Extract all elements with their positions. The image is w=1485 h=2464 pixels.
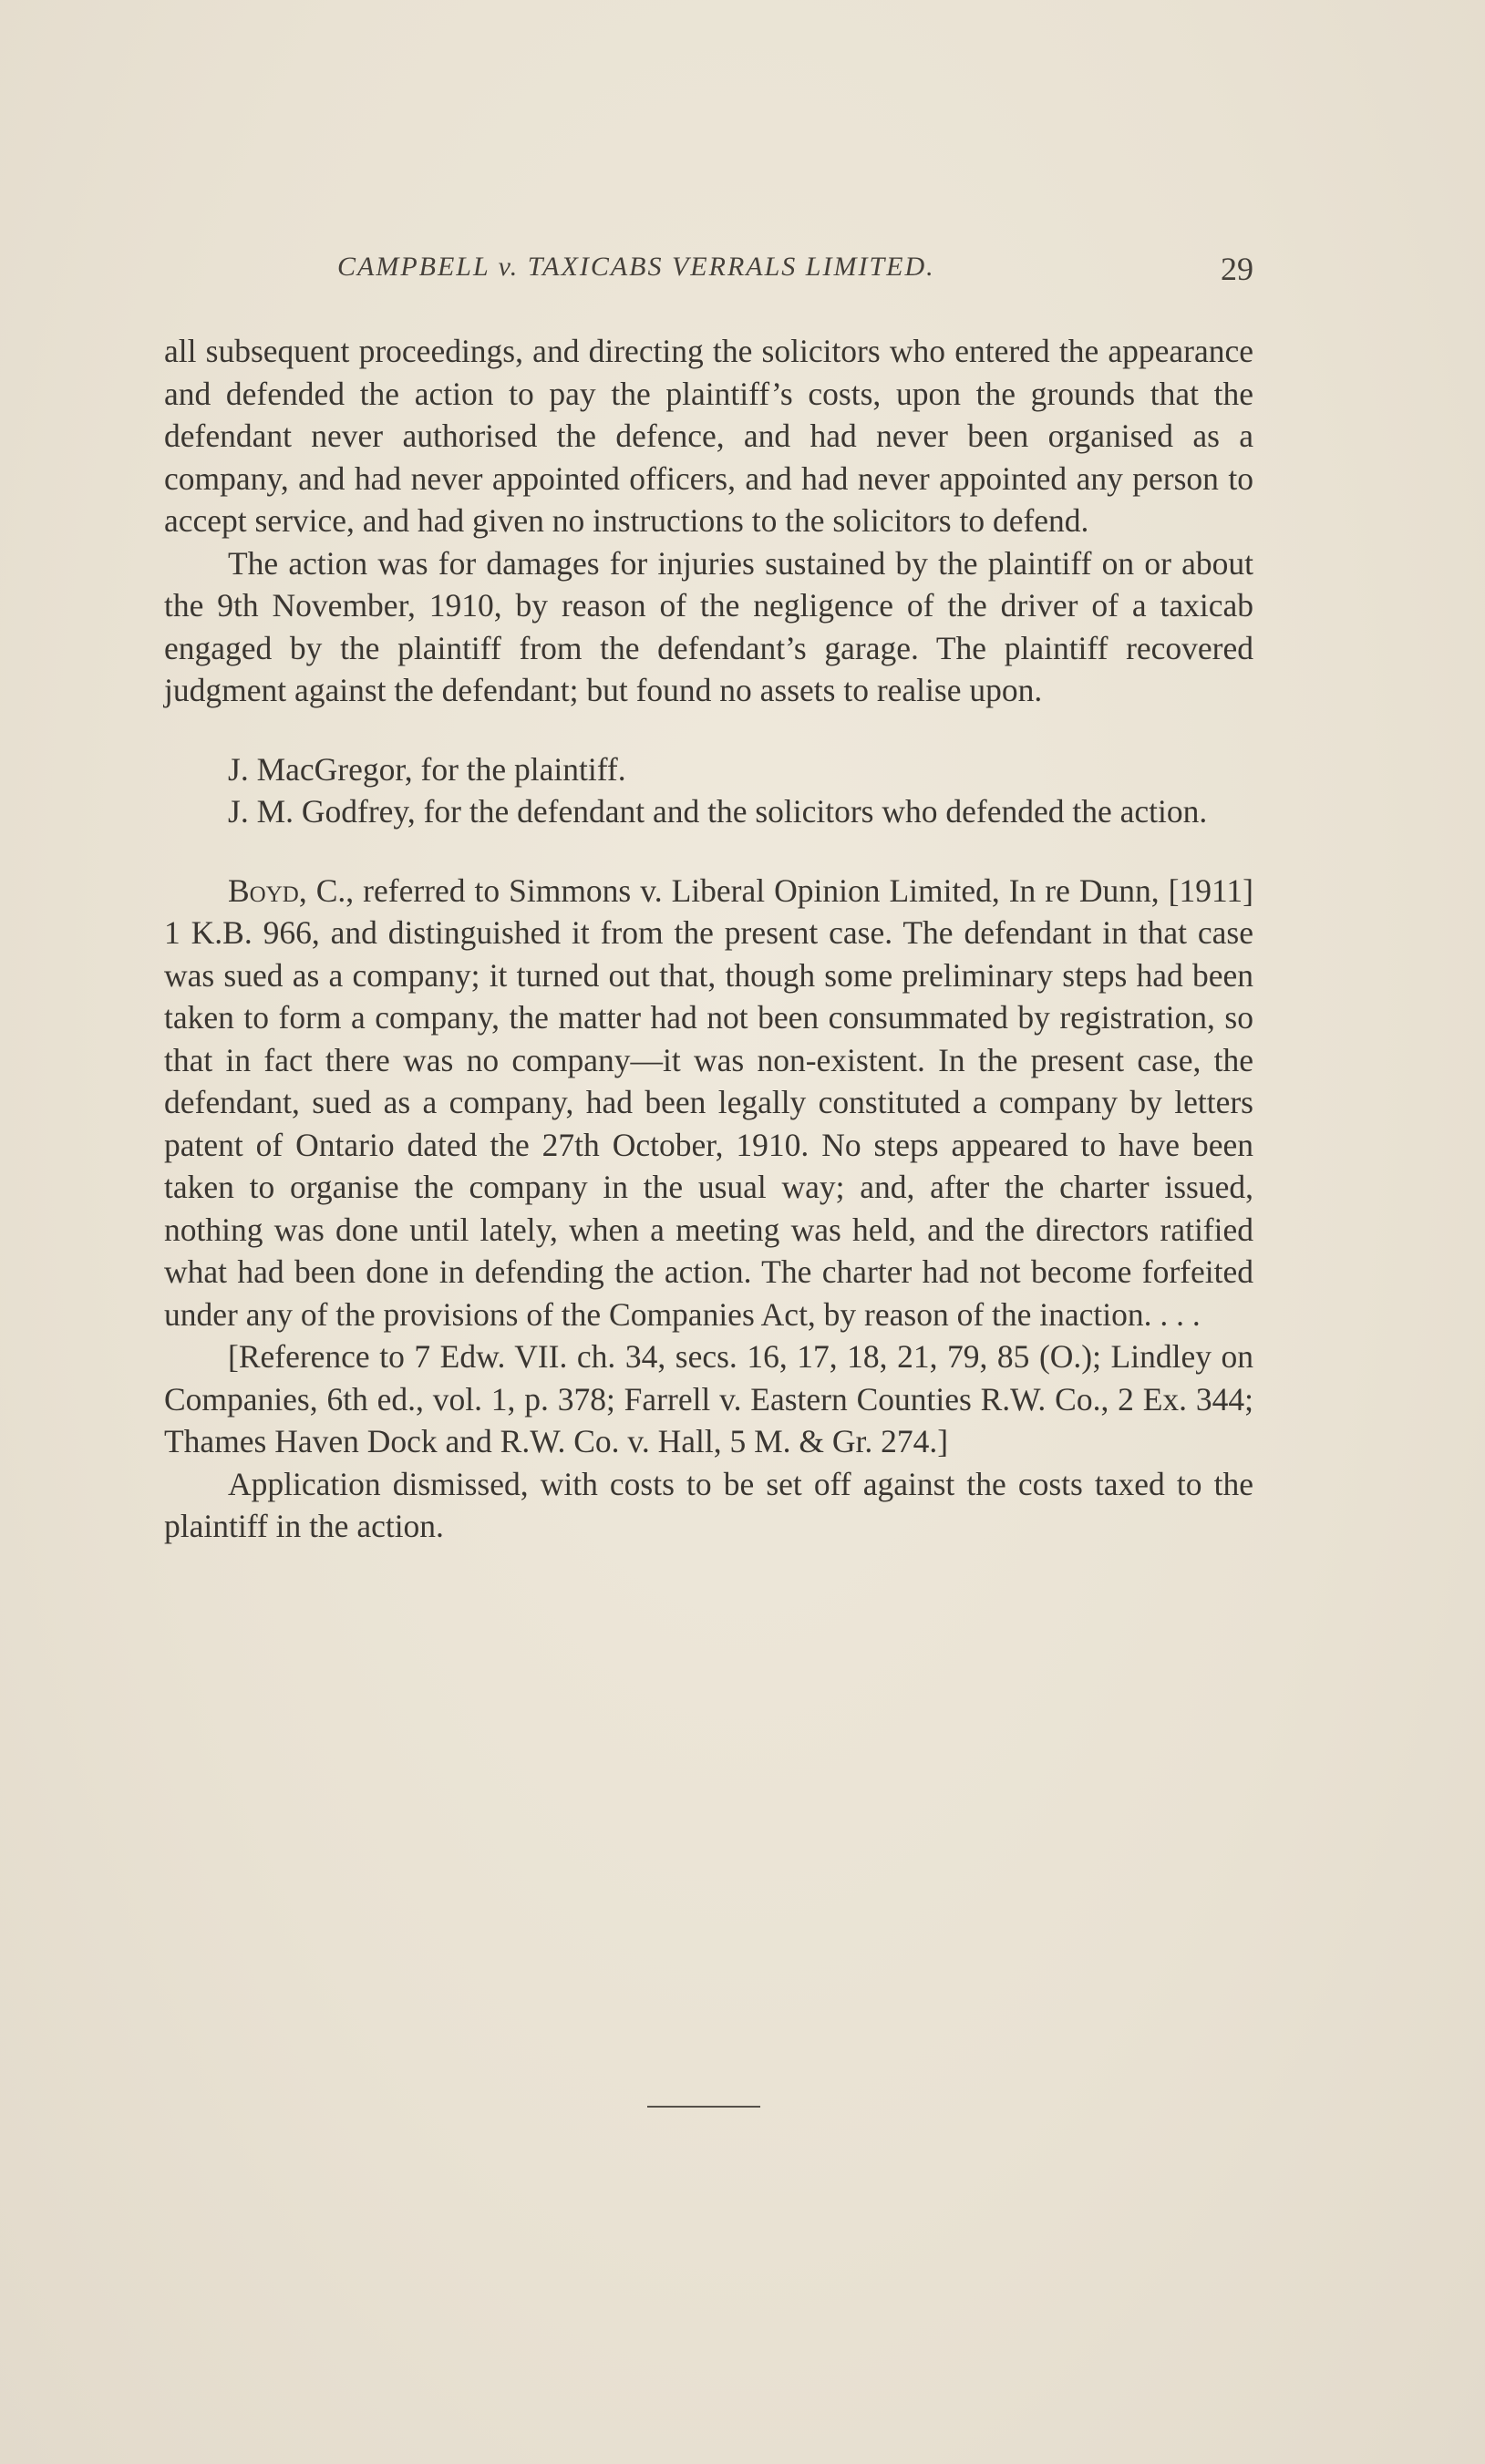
body-text (164, 330, 1253, 1548)
end-rule (647, 2106, 760, 2108)
judge-name: Boyd, C., (228, 871, 355, 909)
paragraph-judgment (164, 870, 1253, 1336)
page-header (164, 246, 1253, 301)
paragraph-references: [Reference to 7 Edw. VII. ch. 34, secs. 16, 17, 18, 21, 79, 85 (O.); Lindley on Companies, 6th ed., vol. 1, p. 378; Farrell v. Eastern Counties R.W. Co., 2 Ex. 344; Thames Haven Dock and R.W. Co. v. Hall, 5 M. & Gr. 274.] (164, 1338, 1253, 1459)
paragraph-disposition: Application dismissed, with costs to be set off against the costs taxed to the plaintiff in the action. (164, 1465, 1253, 1544)
counsel-plaintiff: J. MacGregor, for the plaintiff. (228, 750, 626, 788)
paragraph-continuation: all subsequent proceedings, and directing the solicitors who entered the appearance and defended the action to pay the plaintiff’s costs, upon the grounds that the defendant never authorised the defence, and had never been organised as a company, and had never appointed officers, and had never appointed any person to accept service, and had given no instructions to the solicitors to defend. (164, 333, 1253, 539)
counsel-defendant: J. M. Godfrey, for the defendant and the solicitors who defended the action. (228, 793, 1208, 830)
paragraph-facts: The action was for damages for injuries sustained by the plaintiff on or about the 9th November, 1910, by reason of the negligence of the driver of a taxicab engaged by the plaintiff from the defendant’s garage. The plaintiff recovered judgment against the defendant; but found no assets to realise upon. (164, 544, 1253, 708)
page-number: 29 (1221, 251, 1253, 287)
running-title: CAMPBELL v. TAXICABS VERRALS LIMITED. (337, 252, 935, 282)
judgment-text: referred to Simmons v. Liberal Opinion Limited, In re Dunn, [1911] 1 K.B. 966, and distinguished it from the present case. The defendant in that case was sued as a company; it turned out that, though some preliminary steps had been taken to form a company, the matter had not been consummated by registration, so that in fact there was no company—it was non-existent. In the present case, the defendant, sued as a company, had been legally constituted a company by letters patent of Ontario dated the 27th October, 1910. No steps appeared to have been taken to organise the company in the usual way; and, after the charter issued, nothing was done until lately, when a meeting was held, and the directors ratified what had been done in defending the action. The charter had not become forfeited under any of the provisions of the Companies Act, by reason of the inaction. . . . (164, 871, 1253, 1333)
